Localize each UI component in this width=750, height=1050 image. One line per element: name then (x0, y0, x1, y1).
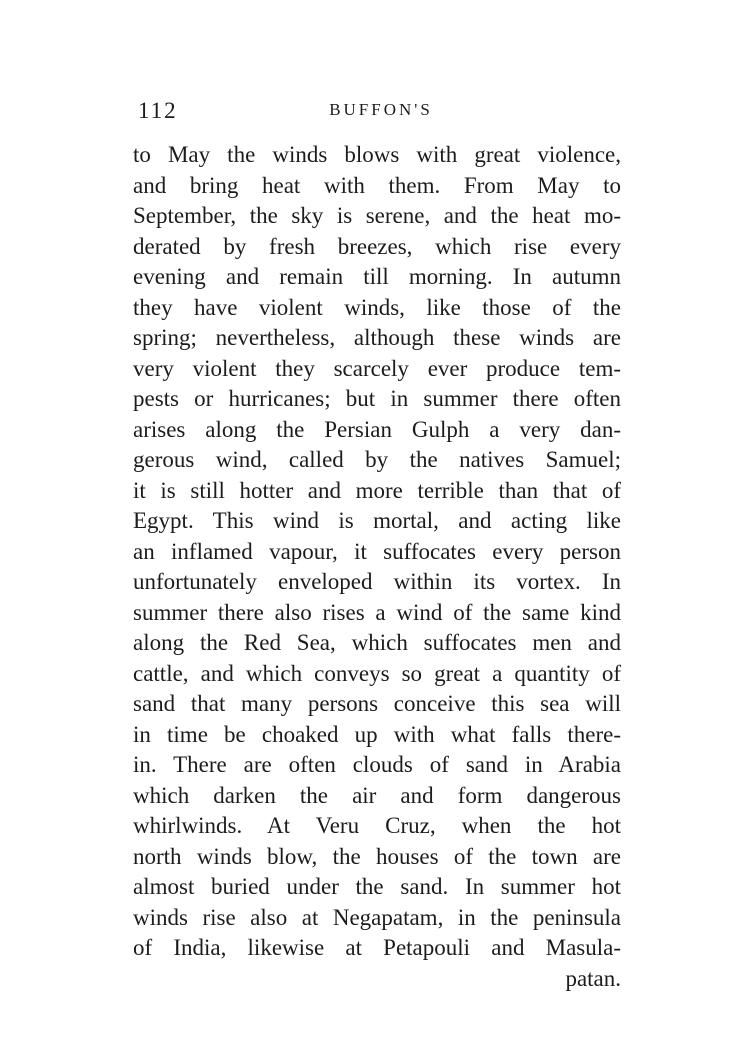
text-line: arises along the Persian Gulph a very dan- (133, 416, 621, 442)
text-line: evening and remain till morning. In autumn (133, 264, 621, 289)
running-title: BUFFON'S (329, 100, 433, 119)
text-line: very violent they scarcely ever produce tem- (133, 355, 621, 381)
text-line: pests or hurricanes; but in summer there often (133, 386, 621, 411)
text-line: north winds blow, the houses of the town are (133, 843, 621, 869)
text-line: whirlwinds. At Veru Cruz, when the hot (133, 813, 621, 838)
text-line: of India, likewise at Petapouli and Masula- (133, 935, 621, 960)
text-line: unfortunately enveloped within its vortex. In (133, 569, 621, 594)
page-number: 112 (138, 98, 178, 123)
text-line: September, the sky is serene, and the heat mo- (133, 203, 621, 228)
text-line: almost buried under the sand. In summer hot (133, 874, 621, 899)
text-line: they have violent winds, like those of the (133, 294, 621, 320)
text-line: sand that many persons conceive this sea will (133, 691, 621, 716)
text-line: along the Red Sea, which suffocates men and (133, 630, 621, 655)
text-line: which darken the air and form dangerous (133, 782, 621, 808)
text-line-final: patan. (565, 965, 621, 991)
running-head (138, 98, 624, 132)
text-line: summer there also rises a wind of the same kind (133, 599, 621, 625)
text-line: in. There are often clouds of sand in Arabia (133, 752, 621, 777)
text-line: gerous wind, called by the natives Samuel; (133, 447, 621, 472)
text-line: Egypt. This wind is mortal, and acting like (133, 508, 621, 533)
text-line: winds rise also at Negapatam, in the peninsula (133, 904, 621, 930)
text-line: in time be choaked up with what falls there- (133, 721, 621, 747)
text-line: to May the winds blows with great violence, (133, 142, 621, 167)
text-line: derated by fresh breezes, which rise every (133, 233, 621, 259)
text-line: spring; nevertheless, although these winds are (133, 325, 621, 350)
text-line: cattle, and which conveys so great a quantity of (133, 660, 621, 686)
body-text (133, 140, 621, 994)
text-line: and bring heat with them. From May to (133, 172, 621, 198)
text-line: it is still hotter and more terrible than that of (133, 477, 621, 503)
text-line: an inflamed vapour, it suffocates every person (133, 538, 621, 564)
